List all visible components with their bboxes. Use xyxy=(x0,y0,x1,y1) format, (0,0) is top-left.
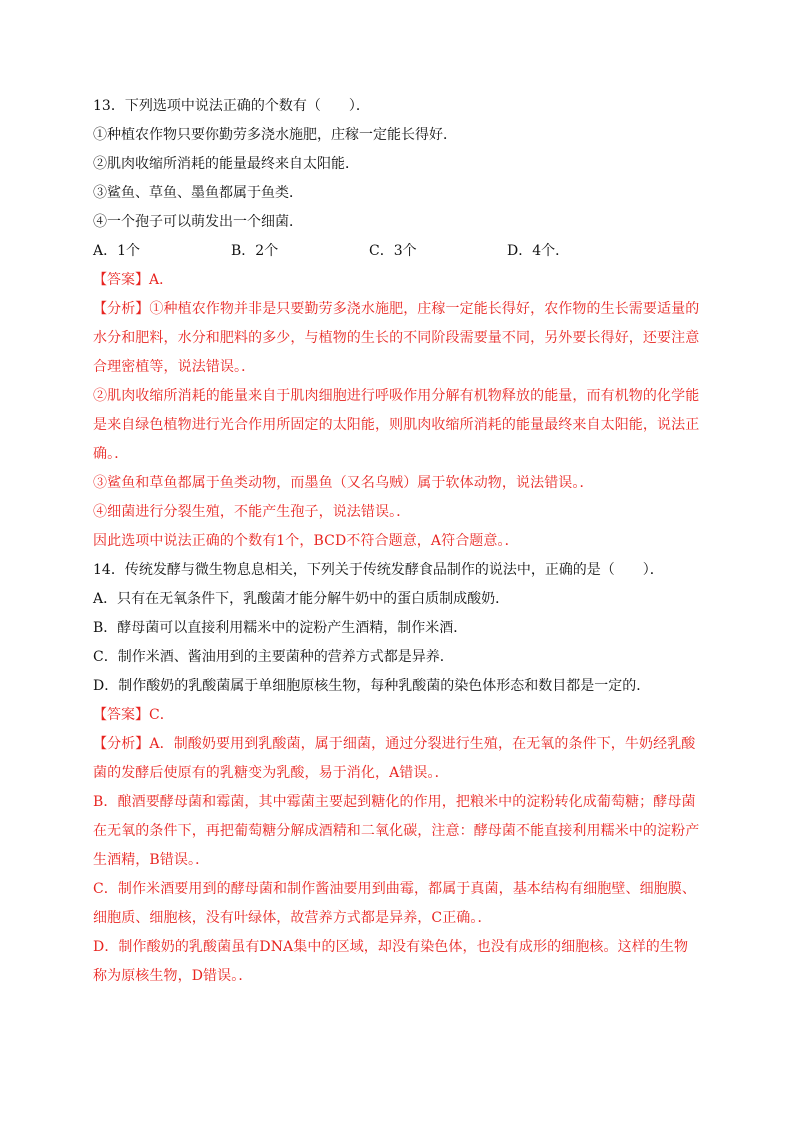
question-13-stem: 13．下列选项中说法正确的个数有（ ）． xyxy=(93,98,370,114)
q13-statement-2: ②肌肉收缩所消耗的能量最终来自太阳能． xyxy=(93,156,359,172)
q14-option-a: A．只有在无氧条件下，乳酸菌才能分解牛奶中的蛋白质制成酸奶． xyxy=(93,591,510,607)
q13-analysis-line: 确。． xyxy=(93,446,129,462)
q13-analysis-line: 合理密植等，说法错误。． xyxy=(93,359,256,375)
q13-analysis-line: 【分析】①种植农作物并非是只要勤劳多浇水施肥，庄稼一定能长得好，农作物的生长需要适量的 xyxy=(93,301,700,317)
q14-analysis-line: 菌的发酵后使原有的乳糖变为乳酸，易于消化，A错误。． xyxy=(93,765,449,781)
q13-statement-1: ①种植农作物只要你勤劳多浇水施肥，庄稼一定能长得好． xyxy=(93,127,457,143)
q13-option-c: C．3个 xyxy=(369,243,417,259)
question-13 xyxy=(93,92,713,556)
q13-answer: 【答案】A． xyxy=(93,272,174,288)
q14-analysis-line: D．制作酸奶的乳酸菌虽有DNA集中的区域，却没有染色体，也没有成形的细胞核。这样的生物 xyxy=(93,939,689,955)
q13-analysis-line: 水分和肥料，水分和肥料的多少，与植物的生长的不同阶段需要量不同，另外要长得好，还要注意 xyxy=(93,330,700,346)
q14-analysis-line: 【分析】A．制酸奶要用到乳酸菌，属于细菌，通过分裂进行生殖，在无氧的条件下，牛奶经乳酸 xyxy=(93,736,696,752)
q14-analysis xyxy=(93,730,713,991)
q14-analysis-line: 细胞质、细胞核，没有叶绿体，故营养方式都是异养，C正确。． xyxy=(93,910,492,926)
q14-analysis-line: 称为原核生物，D错误。． xyxy=(93,968,253,984)
q13-analysis-line: ③鲨鱼和草鱼都属于鱼类动物，而墨鱼（又名乌贼）属于软体动物，说法错误。． xyxy=(93,475,594,491)
q13-option-d: D．4个． xyxy=(507,243,570,259)
q14-analysis-line: 在无氧的条件下，再把葡萄糖分解成酒精和二氧化碳，注意：酵母菌不能直接利用糯米中的淀粉产 xyxy=(93,823,700,839)
q13-analysis-line: 因此选项中说法正确的个数有1个，BCD不符合题意，A符合题意。． xyxy=(93,533,519,549)
q13-analysis-line: ②肌肉收缩所消耗的能量来自于肌肉细胞进行呼吸作用分解有机物释放的能量，而有机物的化学能 xyxy=(93,388,700,404)
question-14 xyxy=(93,556,713,991)
q13-analysis-line: ④细菌进行分裂生殖，不能产生孢子，说法错误。． xyxy=(93,504,411,520)
question-14-stem: 14．传统发酵与微生物息息相关，下列关于传统发酵食品制作的说法中，正确的是（ ）． xyxy=(93,562,664,578)
q14-option-d: D．制作酸奶的乳酸菌属于单细胞原核生物，每种乳酸菌的染色体形态和数目都是一定的． xyxy=(93,678,651,694)
q14-option-c: C．制作米酒、酱油用到的主要菌种的营养方式都是异养． xyxy=(93,649,454,665)
q14-answer: 【答案】C． xyxy=(93,707,174,723)
q14-option-b: B．酵母菌可以直接利用糯米中的淀粉产生酒精，制作米酒． xyxy=(93,620,468,636)
q13-statement-4: ④一个孢子可以萌发出一个细菌． xyxy=(93,214,303,230)
document-content xyxy=(93,92,713,991)
q13-option-b: B．2个 xyxy=(231,243,279,259)
q14-analysis-line: B．酿酒要酵母菌和霉菌，其中霉菌主要起到糖化的作用，把粮米中的淀粉转化成葡萄糖；酵母菌 xyxy=(93,794,696,810)
q13-options xyxy=(93,237,713,266)
q14-analysis-line: C．制作米酒要用到的酵母菌和制作酱油要用到曲霉，都属于真菌，基本结构有细胞壁、细胞膜、 xyxy=(93,881,697,897)
q13-statement-3: ③鲨鱼、草鱼、墨鱼都属于鱼类． xyxy=(93,185,303,201)
q13-analysis-line: 是来自绿色植物进行光合作用所固定的太阳能，则肌肉收缩所消耗的能量最终来自太阳能，说法正 xyxy=(93,417,700,433)
q13-option-a: A．1个 xyxy=(93,243,141,259)
q13-analysis xyxy=(93,295,713,556)
q14-analysis-line: 生酒精，B错误。． xyxy=(93,852,210,868)
